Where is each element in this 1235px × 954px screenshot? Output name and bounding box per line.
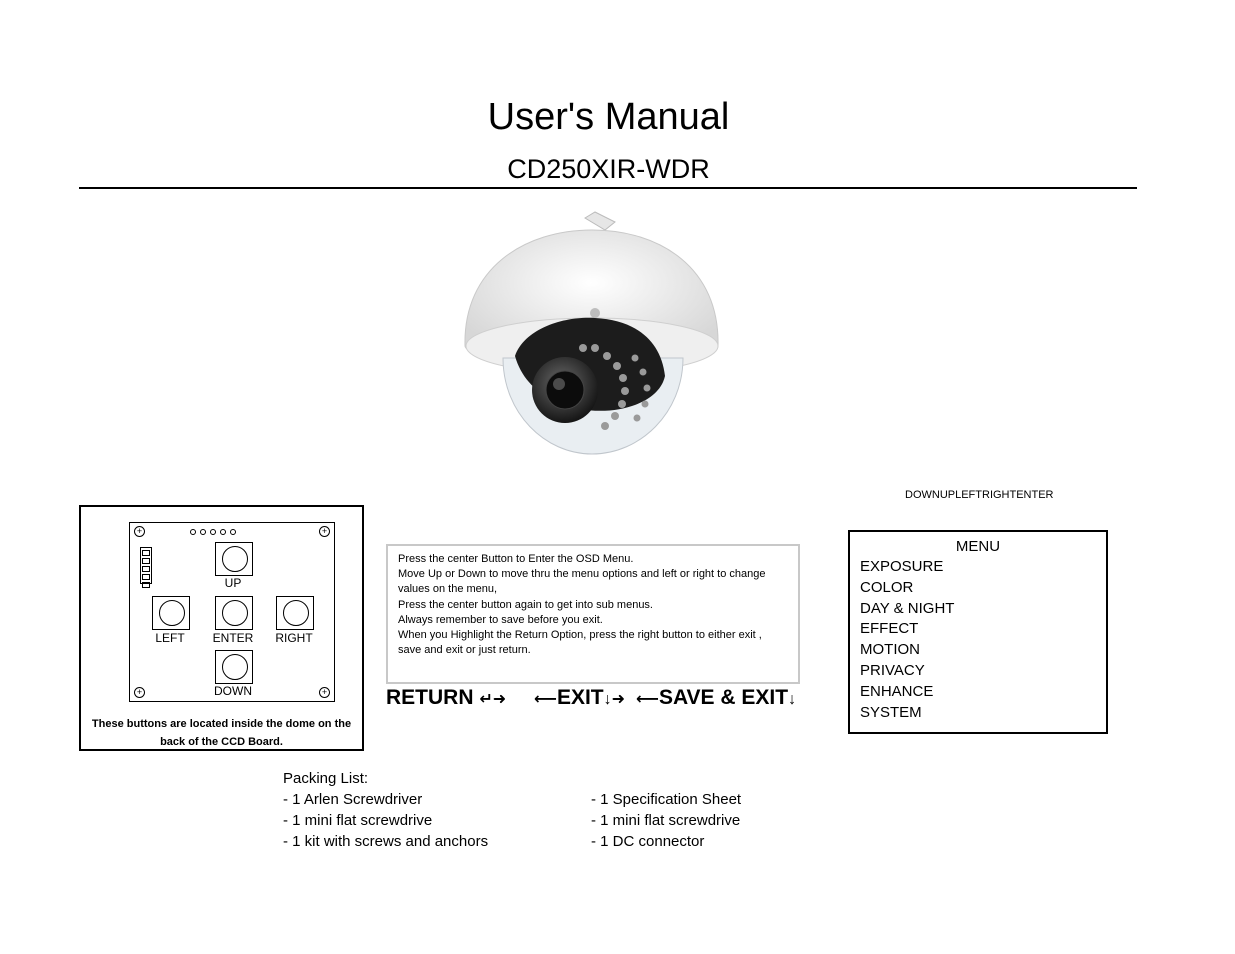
instruction-line: Always remember to save before you exit. — [398, 613, 603, 626]
model-number: CD250XIR-WDR — [507, 154, 710, 184]
menu-item-exposure: EXPOSURE — [860, 558, 944, 575]
menu-list — [850, 557, 1106, 723]
instruction-line: Move Up or Down to move thru the menu options and left or right to change values on the menu, — [398, 568, 766, 596]
packing-item: - 1 Specification Sheet — [591, 791, 742, 808]
down-button-label: DOWN — [214, 684, 252, 698]
led-dot — [220, 529, 226, 535]
dome-camera-icon — [455, 208, 730, 463]
ccd-board — [129, 522, 335, 702]
packing-column-left — [283, 789, 583, 852]
right-button-label: RIGHT — [275, 631, 313, 645]
osd-menu — [848, 530, 1108, 734]
button-names-label: DOWNUPLEFTRIGHTENTER — [905, 489, 1054, 501]
screw-icon: + — [319, 526, 330, 537]
enter-button[interactable] — [215, 596, 253, 630]
menu-item-system: SYSTEM — [860, 703, 922, 721]
menu-item-color: COLOR — [860, 578, 914, 596]
exit-option — [534, 686, 625, 710]
title-rule — [79, 187, 1137, 189]
up-button-label: UP — [224, 576, 242, 590]
left-arrow-icon: ⟵ — [636, 691, 659, 708]
screw-icon: + — [134, 526, 145, 537]
led-dot — [210, 529, 216, 535]
packing-item: - 1 Arlen Screwdriver — [283, 791, 423, 808]
return-option — [386, 686, 506, 710]
screw-icon: + — [319, 687, 330, 698]
left-button[interactable] — [152, 596, 190, 630]
osd-instructions — [386, 544, 800, 684]
packing-item: - 1 kit with screws and anchors — [283, 833, 489, 850]
menu-title: MENU — [955, 538, 1001, 555]
down-arrow-icon: ↓➜ — [603, 691, 626, 708]
document-title: User's Manual — [487, 96, 730, 138]
led-dot — [190, 529, 196, 535]
button-diagram — [79, 505, 364, 751]
instruction-line: Press the center Button to Enter the OSD Menu. — [398, 553, 634, 565]
menu-item-motion: MOTION — [860, 641, 920, 659]
left-arrow-icon: ⟵ — [534, 691, 557, 708]
instruction-line: Press the center button again to get into sub menus. — [398, 598, 653, 611]
packing-column-right — [591, 789, 891, 852]
menu-item-enhance: ENHANCE — [860, 682, 934, 700]
packing-list — [283, 768, 742, 850]
dip-switch — [140, 547, 152, 584]
return-arrow-icon: ↵➜ — [479, 691, 507, 708]
save-exit-label: SAVE & EXIT — [658, 686, 789, 709]
enter-button-label: ENTER — [212, 631, 254, 645]
down-arrow-icon: ↓ — [788, 691, 797, 708]
down-button[interactable] — [215, 650, 253, 684]
up-button[interactable] — [215, 542, 253, 576]
return-label: RETURN — [386, 686, 474, 709]
led-dot — [230, 529, 236, 535]
packing-item: - 1 mini flat screwdrive — [591, 812, 741, 829]
osd-return-options — [386, 686, 798, 716]
menu-item-effect: EFFECT — [860, 620, 919, 638]
packing-heading: Packing List: — [283, 770, 369, 787]
save-exit-option — [636, 686, 796, 710]
right-button[interactable] — [276, 596, 314, 630]
packing-item: - 1 DC connector — [591, 833, 705, 850]
exit-label: EXIT — [556, 686, 604, 709]
button-diagram-caption: These buttons are located inside the dome on the back of the CCD Board. — [91, 718, 352, 748]
instruction-line: When you Highlight the Return Option, press the right button to either exit , save and exit or just return. — [398, 629, 762, 657]
menu-item-day-night: DAY & NIGHT — [860, 599, 955, 617]
led-dot — [200, 529, 206, 535]
menu-item-privacy: PRIVACY — [860, 661, 925, 679]
packing-item: - 1 mini flat screwdrive — [283, 812, 433, 829]
screw-icon: + — [134, 687, 145, 698]
left-button-label: LEFT — [155, 631, 185, 645]
